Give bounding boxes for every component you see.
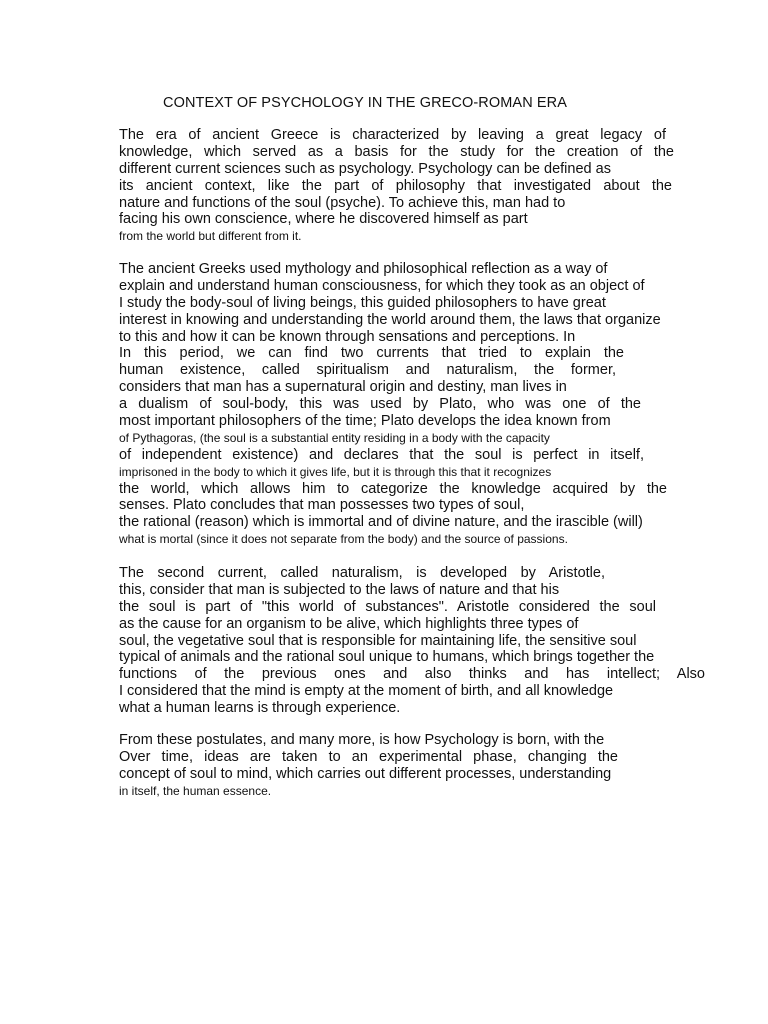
text-line: to this and how it can be known through sensations and perceptions. In: [119, 328, 576, 345]
text-line: soul, the vegetative soul that is responsible for maintaining life, the sensitive soul: [119, 632, 637, 649]
document-title: CONTEXT OF PSYCHOLOGY IN THE GRECO-ROMAN ERA: [163, 95, 568, 111]
text-line: the soul is part of "this world of substances". Aristotle considered the soul: [119, 598, 656, 615]
text-line: different current sciences such as psychology. Psychology can be defined as: [119, 160, 611, 177]
paragraph-3: [119, 565, 705, 717]
paragraph-1: [119, 127, 699, 245]
text-line: facing his own conscience, where he discovered himself as part: [119, 211, 528, 228]
text-line: In this period, we can find two currents that tried to explain the: [119, 345, 624, 362]
text-line: senses. Plato concludes that man possesses two types of soul,: [119, 497, 525, 514]
text-line: human existence, called spiritualism and naturalism, the former,: [119, 362, 616, 379]
text-line: what a human learns is through experience.: [119, 700, 401, 717]
text-line: The second current, called naturalism, is developed by Aristotle,: [119, 565, 605, 581]
text-line: considers that man has a supernatural origin and destiny, man lives in: [119, 379, 567, 396]
text-line: Over time, ideas are taken to an experimental phase, changing the: [119, 748, 618, 765]
text-line: typical of animals and the rational soul unique to humans, which brings together the: [119, 649, 655, 666]
text-line: concept of soul to mind, which carries out different processes, understanding: [119, 765, 612, 782]
text-line: this, consider that man is subjected to the laws of nature and that his: [119, 581, 560, 598]
text-line: from the world but different from it.: [119, 229, 302, 244]
text-line: I considered that the mind is empty at the moment of birth, and all knowledge: [119, 683, 614, 700]
paragraph-4: [119, 732, 699, 800]
text-line: its ancient context, like the part of philosophy that investigated about the: [119, 177, 672, 194]
text-line: interest in knowing and understanding the world around them, the laws that organize: [119, 311, 661, 328]
text-line: nature and functions of the soul (psyche). To achieve this, man had to: [119, 194, 566, 211]
text-line: the rational (reason) which is immortal and of divine nature, and the irascible (will): [119, 514, 643, 531]
text-line: I study the body-soul of living beings, this guided philosophers to have great: [119, 294, 606, 311]
text-line: of Pythagoras, (the soul is a substantial entity residing in a body with the capacity: [119, 430, 550, 445]
text-line: From these postulates, and many more, is how Psychology is born, with the: [119, 732, 605, 748]
text-line: of independent existence) and declares that the soul is perfect in itself,: [119, 446, 644, 463]
text-line: The ancient Greeks used mythology and philosophical reflection as a way of: [119, 261, 608, 277]
paragraph-2: [119, 261, 699, 548]
text-line: in itself, the human essence.: [119, 783, 272, 798]
text-line: what is mortal (since it does not separate from the body) and the source of passions.: [119, 532, 568, 547]
text-line: as the cause for an organism to be alive, which highlights three types of: [119, 615, 579, 632]
text-line: most important philosophers of the time; Plato develops the idea known from: [119, 413, 611, 430]
text-line: a dualism of soul-body, this was used by Plato, who was one of the: [119, 396, 641, 413]
text-line: imprisoned in the body to which it gives life, but it is through this that it recognizes: [119, 464, 552, 479]
text-line: explain and understand human consciousness, for which they took as an object of: [119, 277, 645, 294]
text-line: functions of the previous ones and also thinks and has intellect; Also: [119, 666, 705, 683]
text-line: The era of ancient Greece is characterized by leaving a great legacy of: [119, 127, 666, 143]
text-line: knowledge, which served as a basis for the study for the creation of the: [119, 143, 674, 160]
text-line: the world, which allows him to categorize the knowledge acquired by the: [119, 480, 667, 497]
